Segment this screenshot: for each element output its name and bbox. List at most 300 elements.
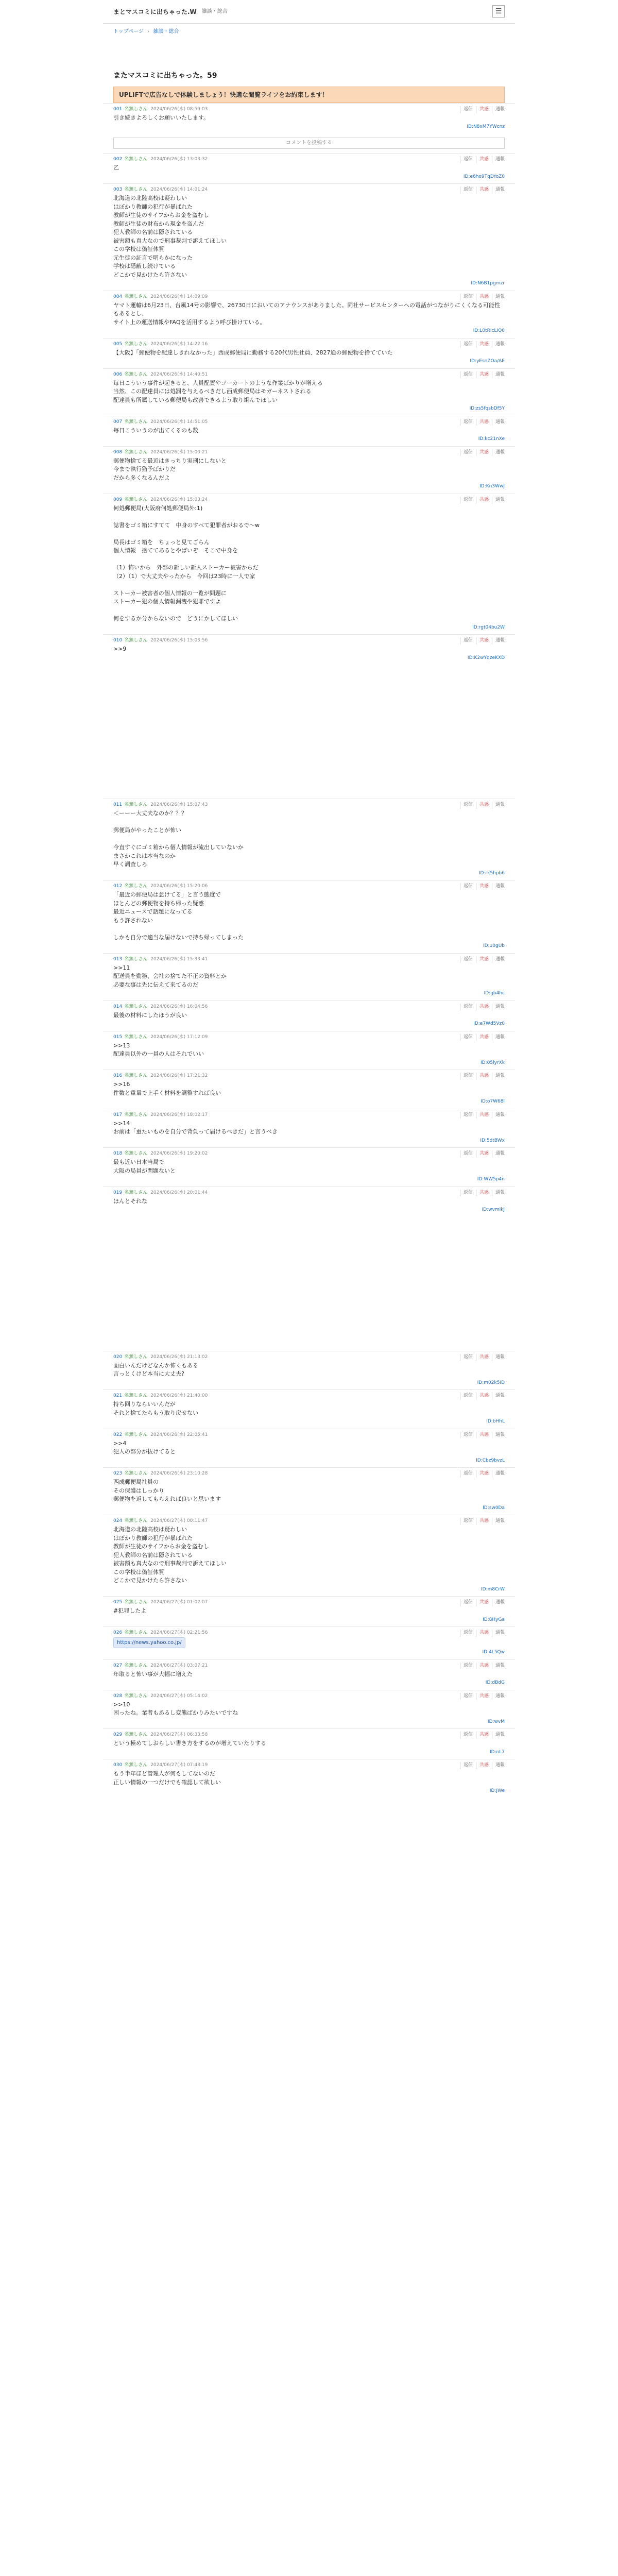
- post-id[interactable]: ID:4L5Qw: [482, 1650, 505, 1655]
- like-button[interactable]: 共感: [476, 1432, 489, 1439]
- post-id[interactable]: ID:JWe: [489, 1788, 505, 1793]
- post-meta: [113, 956, 505, 964]
- post-number[interactable]: 018: [113, 1151, 123, 1157]
- report-button[interactable]: 通報: [492, 1599, 505, 1606]
- post-id[interactable]: ID:m8CrW: [481, 1586, 505, 1592]
- post: [103, 103, 515, 133]
- post-body: 何処郵便局(大阪府何処郵便局外:1) 誌書をゴミ箱にすてて 中身のすべて犯罪者がおるで〜w 局長はゴミ箱を ちょっと見てごらん 個人情報 捨ててあるとやばいぞ そこで中身を （1）怖いから 外部の新しい新人ストーカー被害からだ （2）（1）で大丈夫やったから 今回は23時に一人で家 ストーカー被害者の個人情報の一覧が問題に ストーカー犯の個人情報漏洩や犯罪ですよ 何をするか分からないので どうにかしてほしい: [113, 504, 260, 622]
- like-button[interactable]: 共感: [476, 1004, 489, 1011]
- post-body: >>14 お前は「重たいものを自分で背負って届けるべきだ」と言うべき: [113, 1120, 278, 1135]
- post-body: 引き続きよろしくお願いいたします。: [113, 114, 210, 121]
- post: [103, 416, 515, 446]
- post-id[interactable]: ID:m02k5ID: [477, 1380, 505, 1385]
- post-body: 最後の材料にしたほうが良い: [113, 1011, 187, 1019]
- post-meta: [113, 371, 505, 379]
- post-body: ほんとそれな: [113, 1197, 147, 1205]
- post-date: 2024/06/26(水) 14:09:09: [150, 294, 208, 299]
- post-id[interactable]: ID:WW5p4n: [477, 1177, 505, 1182]
- like-button[interactable]: 共感: [476, 156, 489, 163]
- reply-button[interactable]: 返信: [460, 1034, 473, 1041]
- post-meta: [113, 293, 505, 301]
- like-button[interactable]: 共感: [476, 1393, 489, 1400]
- post-id[interactable]: ID:sw0Da: [483, 1505, 505, 1511]
- like-button[interactable]: 共感: [476, 1354, 489, 1361]
- report-button[interactable]: 通報: [492, 637, 505, 645]
- post-meta: [113, 186, 505, 194]
- post-author: 名無しさん: [124, 1190, 148, 1195]
- post-date: 2024/06/27(木) 00:11:47: [150, 1518, 208, 1524]
- ad-space: [103, 1217, 515, 1351]
- post-number[interactable]: 005: [113, 341, 123, 347]
- post-actions: [460, 1073, 505, 1080]
- like-button[interactable]: 共感: [476, 1599, 489, 1606]
- post-body: ＜ーーー大丈夫なのか？？？ 郵便局がやったことが怖い 今直すぐにゴミ箱から個人情報が流出していないか まさかこれは本当なのか 早く調査しろ: [113, 810, 244, 868]
- post-number[interactable]: 022: [113, 1432, 123, 1437]
- post-id[interactable]: ID:nL7: [489, 1749, 505, 1755]
- post: [103, 183, 515, 291]
- reply-button[interactable]: 返信: [460, 1630, 473, 1637]
- post-id[interactable]: ID:8HyGa: [483, 1617, 505, 1622]
- post-author: 名無しさん: [124, 419, 148, 425]
- post-date: 2024/06/26(水) 23:10:28: [150, 1471, 208, 1477]
- post-number[interactable]: 029: [113, 1732, 123, 1738]
- post-date: 2024/06/26(水) 14:51:05: [150, 419, 208, 425]
- report-button[interactable]: 通報: [492, 883, 505, 890]
- post-actions: [460, 156, 505, 163]
- post-body: 毎日こういう事件が起きると、人員配置やゴーカートのような作業ばかりが増える 当然、この配達員には処罰を与えるべきだし西成郵便局はモガーネストされる 配達員も所属している郵便局も改善できるよう取り組んでほしい: [113, 379, 323, 403]
- post-id[interactable]: ID:e6ho9TqDYoZ0: [463, 174, 505, 179]
- reply-button[interactable]: 返信: [460, 187, 473, 194]
- post-id[interactable]: ID:rgt04bu2W: [472, 624, 505, 630]
- reply-button[interactable]: 返信: [460, 1393, 473, 1400]
- breadcrumb-category[interactable]: 雑談・総合: [153, 29, 179, 35]
- post-id[interactable]: ID:05lyrXk: [480, 1060, 505, 1065]
- post-number[interactable]: 028: [113, 1693, 123, 1699]
- post-date: 2024/06/27(木) 03:07:21: [150, 1663, 208, 1668]
- report-button[interactable]: 通報: [492, 1112, 505, 1119]
- post-id[interactable]: ID:bHhL: [486, 1419, 505, 1424]
- post: [103, 1467, 515, 1515]
- post-number[interactable]: 015: [113, 1034, 123, 1040]
- post-id[interactable]: ID:wvmIkj: [482, 1207, 505, 1212]
- post-number[interactable]: 021: [113, 1393, 123, 1399]
- post-meta: [113, 1072, 505, 1080]
- post-body: 郵便物捨てる最近はきっちり実刑にしないと 今まで執行猶予ばかりだ だから多くなるんだよ: [113, 457, 227, 481]
- post-id[interactable]: ID:e7Wd5Vz0: [473, 1021, 505, 1026]
- post: [103, 1690, 515, 1729]
- post-meta: [113, 449, 505, 457]
- reply-button[interactable]: 返信: [460, 1663, 473, 1670]
- post-actions: [460, 1190, 505, 1197]
- post-author: 名無しさん: [124, 802, 148, 808]
- site-logo[interactable]: まとマスコミに出ちゃった.W: [113, 8, 197, 15]
- post-date: 2024/06/27(木) 05:14:02: [150, 1693, 208, 1699]
- post-id[interactable]: ID:L0tRIcLIQ0: [473, 328, 505, 333]
- reply-button[interactable]: 返信: [460, 449, 473, 456]
- post-date: 2024/06/26(水) 14:40:51: [150, 371, 208, 377]
- report-button[interactable]: 通報: [492, 371, 505, 379]
- report-button[interactable]: 通報: [492, 1663, 505, 1670]
- post: [103, 1001, 515, 1031]
- post-author: 名無しさん: [124, 1518, 148, 1524]
- post-meta: [113, 496, 505, 504]
- post-actions: [460, 1470, 505, 1478]
- post-id[interactable]: ID:K2wYqzeKXD: [467, 655, 505, 660]
- reply-button[interactable]: 返信: [460, 1073, 473, 1080]
- report-button[interactable]: 通報: [492, 419, 505, 426]
- post-actions: [460, 187, 505, 194]
- post-number[interactable]: 013: [113, 956, 123, 962]
- post-body: 毎日こういうのが出てくるのも数: [113, 427, 198, 434]
- post-meta: [113, 1003, 505, 1011]
- post-actions: [460, 883, 505, 890]
- post-meta: [113, 1761, 505, 1770]
- post-link[interactable]: https://news.yahoo.co.jp/: [113, 1637, 185, 1648]
- reply-button[interactable]: 返信: [460, 1432, 473, 1439]
- post-actions: [460, 956, 505, 963]
- report-button[interactable]: 通報: [492, 156, 505, 163]
- breadcrumb: [103, 24, 515, 40]
- post: [103, 953, 515, 1001]
- like-button[interactable]: 共感: [476, 956, 489, 963]
- reply-button[interactable]: 返信: [460, 1004, 473, 1011]
- post: [103, 153, 515, 183]
- like-button[interactable]: 共感: [476, 1663, 489, 1670]
- post-actions: [460, 106, 505, 113]
- like-button[interactable]: 共感: [476, 1762, 489, 1769]
- post: [103, 1626, 515, 1659]
- post-number[interactable]: 011: [113, 802, 123, 808]
- post-author: 名無しさん: [124, 449, 148, 455]
- post-id[interactable]: ID:u0gUb: [483, 943, 505, 948]
- post-author: 名無しさん: [124, 884, 148, 889]
- post-date: 2024/06/26(水) 08:59:03: [150, 107, 208, 112]
- reply-button[interactable]: 返信: [460, 1762, 473, 1769]
- reply-button[interactable]: 返信: [460, 106, 473, 113]
- post-meta: [113, 1599, 505, 1607]
- report-button[interactable]: 通報: [492, 1190, 505, 1197]
- post-meta: [113, 1731, 505, 1739]
- post-body: 面白いんだけどなんか怖くもある 言っとくけど本当に大丈夫?: [113, 1362, 198, 1377]
- post: [103, 494, 515, 635]
- like-button[interactable]: 共感: [476, 1630, 489, 1637]
- post-body: 北海道の北陸高校は疑わしい はぼかり教師の犯行が暴ばれた 教師が生徒のサイフからお金を盗むし 教師が生徒の財布から現金を盗んだ 犯人教師の名前は隠されている 被害額も真大なので刑事裁判で訴えてほしい この学校は偽証体質 元生徒の証言で明らかになった 学校は隠蔽し続けている どこかで見かけたら許さない: [113, 195, 227, 278]
- post-number[interactable]: 016: [113, 1073, 123, 1079]
- post-date: 2024/06/26(水) 14:01:24: [150, 187, 208, 193]
- like-button[interactable]: 共感: [476, 294, 489, 301]
- post: [103, 1515, 515, 1596]
- post: [103, 1187, 515, 1217]
- post-meta: [113, 1111, 505, 1120]
- like-button[interactable]: 共感: [476, 449, 489, 456]
- post-actions: [460, 1518, 505, 1525]
- post-number[interactable]: 002: [113, 157, 123, 162]
- post-actions: [460, 1599, 505, 1606]
- post-id[interactable]: ID:kc21nXe: [478, 436, 505, 442]
- like-button[interactable]: 共感: [476, 1112, 489, 1119]
- post-meta: [113, 1662, 505, 1670]
- report-button[interactable]: 通報: [492, 1732, 505, 1739]
- post-actions: [460, 1393, 505, 1400]
- post: [103, 1659, 515, 1690]
- post-number[interactable]: 007: [113, 419, 123, 425]
- post-actions: [460, 1354, 505, 1361]
- post-number[interactable]: 003: [113, 187, 123, 193]
- post-author: 名無しさん: [124, 1600, 148, 1605]
- post-actions: [460, 1432, 505, 1439]
- post-date: 2024/06/26(水) 14:22:16: [150, 341, 208, 347]
- reply-button[interactable]: 返信: [460, 637, 473, 645]
- post-id[interactable]: ID:N8xM7YWcnz: [467, 124, 505, 129]
- post-date: 2024/06/26(水) 13:03:32: [150, 157, 208, 162]
- post-number[interactable]: 010: [113, 638, 123, 643]
- reply-button[interactable]: 返信: [460, 419, 473, 426]
- reply-button[interactable]: 返信: [460, 956, 473, 963]
- report-button[interactable]: 通報: [492, 1354, 505, 1361]
- reply-button[interactable]: 返信: [460, 1190, 473, 1197]
- post-author: 名無しさん: [124, 497, 148, 502]
- report-button[interactable]: 通報: [492, 187, 505, 194]
- report-button[interactable]: 通報: [492, 802, 505, 809]
- like-button[interactable]: 共感: [476, 1693, 489, 1700]
- post-author: 名無しさん: [124, 1663, 148, 1668]
- report-button[interactable]: 通報: [492, 1762, 505, 1769]
- post: [103, 1147, 515, 1187]
- post: [103, 799, 515, 880]
- post-body: 「最近の郵便局は怠けてる」と言う態度で ほとんどの郵便物を持ち帰った疑惑 最近ニュースで話題になってる もう許されない しかも自分で適当な届けないで持ち帰ってしまった: [113, 891, 244, 941]
- post-number[interactable]: 017: [113, 1112, 123, 1117]
- post-author: 名無しさん: [124, 157, 148, 162]
- post-number[interactable]: 019: [113, 1190, 123, 1195]
- post-body: 乙: [113, 164, 119, 171]
- post-number[interactable]: 012: [113, 884, 123, 889]
- report-button[interactable]: 通報: [492, 1073, 505, 1080]
- post-id[interactable]: ID:wvM: [487, 1719, 505, 1724]
- report-button[interactable]: 通報: [492, 1150, 505, 1158]
- post-actions: [460, 1762, 505, 1769]
- reply-button[interactable]: 返信: [460, 883, 473, 890]
- post-actions: [460, 294, 505, 301]
- reply-button[interactable]: 返信: [460, 1599, 473, 1606]
- post-number[interactable]: 008: [113, 449, 123, 455]
- post-id[interactable]: ID:yEsnZOa/AE: [470, 359, 505, 364]
- reply-button[interactable]: 返信: [460, 1732, 473, 1739]
- post-id[interactable]: ID:N6B1pgmzr: [471, 281, 505, 286]
- post-number[interactable]: 020: [113, 1354, 123, 1360]
- like-button[interactable]: 共感: [476, 341, 489, 348]
- post-actions: [460, 1112, 505, 1119]
- post-body: >>13 配達員以外の一員の人はそれでいい: [113, 1042, 204, 1057]
- post-actions: [460, 1693, 505, 1700]
- post-number[interactable]: 026: [113, 1630, 123, 1636]
- reply-button[interactable]: 返信: [460, 1150, 473, 1158]
- post-number[interactable]: 014: [113, 1004, 123, 1009]
- main-column: [103, 0, 515, 2576]
- post-id[interactable]: ID:gb4hc: [484, 991, 505, 996]
- post-meta: [113, 1692, 505, 1701]
- like-button[interactable]: 共感: [476, 1190, 489, 1197]
- comment-input[interactable]: コメントを投稿する: [113, 138, 505, 149]
- post-date: 2024/06/26(水) 18:02:17: [150, 1112, 208, 1117]
- site-subtitle: 雑談・総合: [201, 9, 228, 14]
- thread-title: またマスコミに出ちゃった。59: [113, 72, 217, 80]
- post: [103, 1728, 515, 1759]
- top-bar: [103, 0, 515, 24]
- reply-button[interactable]: 返信: [460, 802, 473, 809]
- post-date: 2024/06/26(水) 21:13:02: [150, 1354, 208, 1360]
- post-number[interactable]: 009: [113, 497, 123, 502]
- post-meta: [113, 418, 505, 427]
- report-button[interactable]: 通報: [492, 497, 505, 504]
- post-body: もう半年ほど管理人が何もしてないのだ 正しい情報の一つだけでも確認して欲しい: [113, 1770, 221, 1786]
- post-body: #犯罪したよ: [113, 1607, 147, 1614]
- post-author: 名無しさん: [124, 107, 148, 112]
- post-id[interactable]: ID:Kn3WwJ: [479, 484, 505, 489]
- report-button[interactable]: 通報: [492, 449, 505, 456]
- post: [103, 446, 515, 494]
- like-button[interactable]: 共感: [476, 802, 489, 809]
- post-number[interactable]: 025: [113, 1600, 123, 1605]
- post: [103, 1596, 515, 1626]
- post-id[interactable]: ID:zs5fqsbDf5Y: [469, 406, 505, 411]
- report-button[interactable]: 通報: [492, 1693, 505, 1700]
- reply-button[interactable]: 返信: [460, 341, 473, 348]
- post-body: 最も近い日本当局で 大阪の局員が問題ないと: [113, 1159, 176, 1174]
- post-date: 2024/06/26(水) 21:40:00: [150, 1393, 208, 1399]
- post-body: 年取ると怖い事が大幅に増えた: [113, 1670, 193, 1677]
- post-date: 2024/06/26(水) 17:21:32: [150, 1073, 208, 1079]
- reply-button[interactable]: 返信: [460, 1470, 473, 1478]
- post-body: 西成郵便局社員の その保護はしっかり 郵便物を返してもらえれば良いと思います: [113, 1479, 221, 1502]
- post: [103, 1031, 515, 1070]
- post-meta: [113, 883, 505, 891]
- post: [103, 368, 515, 416]
- like-button[interactable]: 共感: [476, 883, 489, 890]
- post-meta: [113, 1470, 505, 1478]
- post-number[interactable]: 027: [113, 1663, 123, 1668]
- post: [103, 1389, 515, 1429]
- report-button[interactable]: 通報: [492, 341, 505, 348]
- post-author: 名無しさん: [124, 1112, 148, 1117]
- post-id[interactable]: ID:rk5hpb6: [478, 870, 505, 876]
- post-body: >>10 困ったね。業者もあるし変態ばかりみたいですね: [113, 1701, 238, 1716]
- reply-button[interactable]: 返信: [460, 1693, 473, 1700]
- breadcrumb-home[interactable]: トップページ: [113, 29, 144, 35]
- report-button[interactable]: 通報: [492, 106, 505, 113]
- post-list: [103, 103, 515, 1798]
- like-button[interactable]: 共感: [476, 1073, 489, 1080]
- report-button[interactable]: 通報: [492, 956, 505, 963]
- post-actions: [460, 802, 505, 809]
- post-body: という極めてしおらしい書き方をするのが増えていたりする: [113, 1740, 266, 1747]
- report-button[interactable]: 通報: [492, 1630, 505, 1637]
- like-button[interactable]: 共感: [476, 637, 489, 645]
- reply-button[interactable]: 返信: [460, 1518, 473, 1525]
- post-date: 2024/06/26(水) 15:20:06: [150, 884, 208, 889]
- post-number[interactable]: 001: [113, 107, 123, 112]
- report-button[interactable]: 通報: [492, 1432, 505, 1439]
- promo-banner[interactable]: UPLIFTで広告なしで体験しましょう！快適な閲覧ライフをお約束します！: [113, 87, 505, 103]
- post: [103, 1070, 515, 1109]
- post-id[interactable]: ID:5dtBWx: [480, 1138, 505, 1143]
- post-author: 名無しさん: [124, 956, 148, 962]
- post-date: 2024/06/26(水) 20:01:44: [150, 1190, 208, 1195]
- post: [103, 291, 515, 338]
- post-number[interactable]: 024: [113, 1518, 123, 1524]
- post-date: 2024/06/27(木) 02:21:56: [150, 1630, 208, 1636]
- post-number[interactable]: 030: [113, 1762, 123, 1768]
- post-author: 名無しさん: [124, 638, 148, 643]
- reply-button[interactable]: 返信: [460, 294, 473, 301]
- post-meta: [113, 1189, 505, 1197]
- post-body: 北海道の北陸高校は疑わしい はぼかり教師の犯行が暴ばれた 教師が生徒のサイフからお金を盗むし 犯人教師の名前は隠されている 被害額も真大なので刑事裁判で訴えてほしい この学校は偽証体質 どこかで見かけたら許さない: [113, 1526, 227, 1584]
- hamburger-icon[interactable]: ☰: [492, 5, 505, 18]
- like-button[interactable]: 共感: [476, 371, 489, 379]
- like-button[interactable]: 共感: [476, 1034, 489, 1041]
- post-author: 名無しさん: [124, 1762, 148, 1768]
- post-meta: [113, 637, 505, 645]
- post-actions: [460, 449, 505, 456]
- post-number[interactable]: 004: [113, 294, 123, 299]
- like-button[interactable]: 共感: [476, 497, 489, 504]
- post-meta: [113, 1150, 505, 1158]
- reply-button[interactable]: 返信: [460, 1112, 473, 1119]
- post-body: 持ち回りならいいんだが それと捨てたらもう取り戻せない: [113, 1401, 198, 1416]
- report-button[interactable]: 通報: [492, 1393, 505, 1400]
- like-button[interactable]: 共感: [476, 1150, 489, 1158]
- post-date: 2024/06/26(水) 15:33:41: [150, 956, 208, 962]
- post-number[interactable]: 023: [113, 1471, 123, 1477]
- post-date: 2024/06/26(水) 17:12:09: [150, 1034, 208, 1040]
- post-body: ヤマト運輸は6月23日、台風14号の影響で、26730日においてのアナウンスがありました。同社サービスセンターへの電話がつながりにくくなる可能性もあるとし、 サイト上の運送情報やFAQを活用するよう呼び掛けている。: [113, 301, 500, 326]
- post-id[interactable]: ID:Cbz9bvzL: [476, 1458, 505, 1463]
- post: [103, 338, 515, 368]
- post-number[interactable]: 006: [113, 371, 123, 377]
- reply-button[interactable]: 返信: [460, 156, 473, 163]
- post: [103, 1759, 515, 1798]
- report-button[interactable]: 通報: [492, 1004, 505, 1011]
- post-actions: [460, 419, 505, 426]
- post-date: 2024/06/27(木) 01:02:07: [150, 1600, 208, 1605]
- post-id[interactable]: ID:o7W68l: [480, 1099, 505, 1104]
- post-author: 名無しさん: [124, 1432, 148, 1437]
- like-button[interactable]: 共感: [476, 1732, 489, 1739]
- reply-button[interactable]: 返信: [460, 371, 473, 379]
- reply-button[interactable]: 返信: [460, 1354, 473, 1361]
- post-id[interactable]: ID:dBdG: [485, 1680, 505, 1685]
- reply-button[interactable]: 返信: [460, 497, 473, 504]
- report-button[interactable]: 通報: [492, 1518, 505, 1525]
- like-button[interactable]: 共感: [476, 419, 489, 426]
- post: [103, 634, 515, 665]
- like-button[interactable]: 共感: [476, 187, 489, 194]
- report-button[interactable]: 通報: [492, 294, 505, 301]
- post-author: 名無しさん: [124, 294, 148, 299]
- like-button[interactable]: 共感: [476, 106, 489, 113]
- post-body: 【大阪】「郵便物を配達しきれなかった」西成郵便局に勤務する20代男性社員、2827通の郵便物を捨てていた: [113, 349, 393, 356]
- post: [103, 880, 515, 953]
- post-meta: [113, 801, 505, 809]
- post-author: 名無しさん: [124, 1693, 148, 1699]
- like-button[interactable]: 共感: [476, 1518, 489, 1525]
- post-author: 名無しさん: [124, 187, 148, 193]
- like-button[interactable]: 共感: [476, 1470, 489, 1478]
- report-button[interactable]: 通報: [492, 1470, 505, 1478]
- report-button[interactable]: 通報: [492, 1034, 505, 1041]
- post-date: 2024/06/26(水) 19:20:02: [150, 1151, 208, 1157]
- post-actions: [460, 1150, 505, 1158]
- post-actions: [460, 1663, 505, 1670]
